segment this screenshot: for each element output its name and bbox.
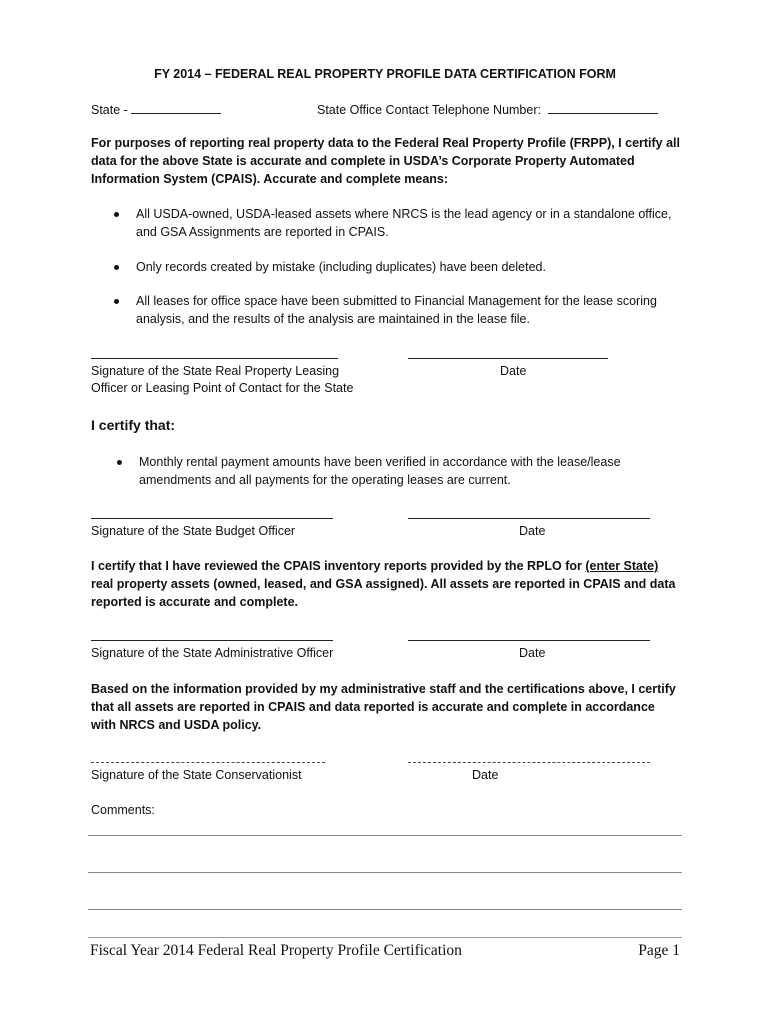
leasing-officer-signature-line[interactable]	[91, 358, 338, 359]
phone-blank[interactable]	[548, 101, 658, 114]
bullet-item: All leases for office space have been submitted to Financial Management for the lease scoring analysis, and the results of the analysis are maintained in the lease file.	[136, 294, 657, 326]
cert3-text-pre: I certify that I have reviewed the CPAIS inventory reports provided by the RPLO for	[91, 559, 586, 573]
conservationist-date-line[interactable]	[408, 762, 650, 763]
admin-officer-signature-line[interactable]	[91, 640, 333, 641]
bullet-dot	[114, 299, 119, 304]
comment-line[interactable]	[88, 872, 682, 873]
date-label: Date	[500, 364, 527, 378]
phone-label: State Office Contact Telephone Number:	[317, 103, 541, 117]
bullet-item: Only records created by mistake (including duplicates) have been deleted.	[136, 260, 546, 274]
comment-line[interactable]	[88, 835, 682, 836]
state-blank[interactable]	[131, 101, 221, 114]
budget-officer-date-line[interactable]	[408, 518, 650, 519]
form-title: FY 2014 – FEDERAL REAL PROPERTY PROFILE DATA CERTIFICATION FORM	[154, 67, 616, 81]
intro-paragraph: For purposes of reporting real property data to the Federal Real Property Profile (FRPP), I certify all data for the above State is accurate and complete in USDA’s Corporate Property Automated Information System (CPAIS). Accurate and complete means:	[91, 136, 681, 186]
date-label: Date	[519, 524, 546, 538]
phone-field-row	[317, 101, 658, 117]
date-label: Date	[519, 646, 546, 660]
conservationist-signature-line[interactable]	[91, 762, 325, 763]
bullet-dot	[117, 460, 122, 465]
sig1-label-line2: Officer or Leasing Point of Contact for the State	[91, 381, 354, 395]
bullet-item: All USDA-owned, USDA-leased assets where NRCS is the lead agency or in a standalone office, and GSA Assignments are reported in CPAIS.	[136, 207, 672, 239]
conservationist-certification-paragraph: Based on the information provided by my administrative staff and the certifications above, I certify that all assets are reported in CPAIS and data reported is accurate and complete in accordance with NRCS and USDA policy.	[91, 682, 676, 732]
sig4-label: Signature of the State Conservationist	[91, 768, 302, 782]
comment-line[interactable]	[88, 909, 682, 910]
cert3-text-post: real property assets (owned, leased, and GSA assigned). All assets are reported in CPAIS and data reported is accurate and complete.	[91, 577, 676, 609]
comments-label: Comments:	[91, 803, 155, 817]
certify-heading: I certify that:	[91, 417, 176, 433]
bullet-dot	[114, 265, 119, 270]
date-label: Date	[472, 768, 499, 782]
footer-title: Fiscal Year 2014 Federal Real Property Profile Certification	[90, 942, 462, 959]
enter-state-placeholder: (enter State)	[585, 559, 659, 573]
sig2-label: Signature of the State Budget Officer	[91, 524, 296, 538]
state-label: State -	[91, 103, 132, 117]
admin-officer-date-line[interactable]	[408, 640, 650, 641]
state-field-row	[91, 101, 221, 117]
page-number: Page 1	[638, 942, 680, 959]
budget-officer-signature-line[interactable]	[91, 518, 333, 519]
bullet-dot	[114, 212, 119, 217]
sig3-label: Signature of the State Administrative Officer	[91, 646, 334, 660]
admin-certification-paragraph	[91, 557, 681, 611]
leasing-officer-date-line[interactable]	[408, 358, 608, 359]
footer-rule	[88, 937, 682, 938]
bullet-item: Monthly rental payment amounts have been verified in accordance with the lease/lease amendments and all payments for the operating leases are current.	[139, 455, 621, 487]
sig1-label-line1: Signature of the State Real Property Leasing	[91, 364, 340, 378]
